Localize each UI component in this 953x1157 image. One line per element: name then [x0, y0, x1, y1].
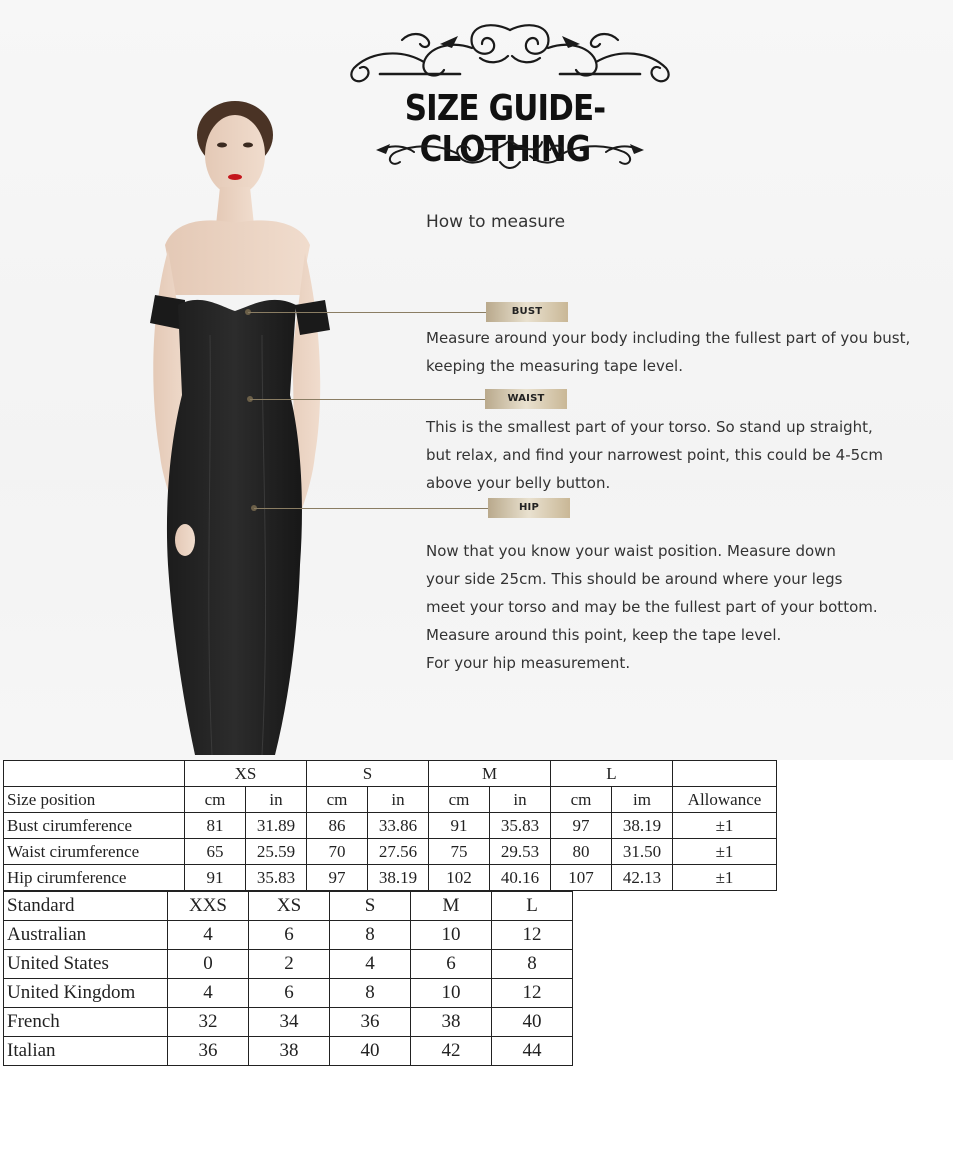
- bust-description: Measure around your body including the fullest part of you bust, keeping the measuring tape level.: [426, 329, 911, 375]
- how-to-measure-heading: How to measure: [426, 212, 566, 232]
- size-l-header: L: [551, 761, 673, 787]
- hip-leader-line: [254, 508, 488, 509]
- size-m-header: M: [429, 761, 551, 787]
- bust-tag: BUST: [486, 302, 568, 322]
- table-row: French 32 34 36 38 40: [4, 1008, 573, 1037]
- waist-tag: WAIST: [485, 389, 567, 409]
- hip-description: Now that you know your waist position. Measure down your side 25cm. This should be around where your legs meet your torso and may be the fullest part of your bottom. Measure around this point, keep the tape level. For your hip measurement.: [426, 542, 878, 672]
- table-row: Bust cirumference 81 31.89 86 33.86 91 35.83 97 38.19 ±1: [4, 813, 777, 839]
- table-row: Italian 36 38 40 42 44: [4, 1037, 573, 1066]
- waist-description: This is the smallest part of your torso. So stand up straight, but relax, and find your narrowest point, this could be 4-5cm above your belly button.: [426, 418, 884, 492]
- table-row: Waist cirumference 65 25.59 70 27.56 75 29.53 80 31.50 ±1: [4, 839, 777, 865]
- model-photo: [0, 95, 400, 760]
- page-title: SIZE GUIDE-CLOTHING: [404, 88, 606, 170]
- size-s-header: S: [307, 761, 429, 787]
- size-xs-header: XS: [185, 761, 307, 787]
- waist-leader-line: [250, 399, 486, 400]
- top-flourish-ornament: [340, 18, 680, 88]
- table-row: Hip cirumference 91 35.83 97 38.19 102 40.16 107 42.13 ±1: [4, 865, 777, 891]
- allowance-header: Allowance: [673, 787, 777, 813]
- standard-label: Standard: [4, 892, 168, 921]
- size-position-label: Size position: [4, 787, 185, 813]
- table-row: Australian 4 6 8 10 12: [4, 921, 573, 950]
- size-header-row: [4, 761, 777, 787]
- standard-header-row: Standard XXS XS S M L: [4, 892, 573, 921]
- measurement-table: [3, 760, 777, 891]
- table-row: United States 0 2 4 6 8: [4, 950, 573, 979]
- unit-header-row: Size position cm in cm in cm in cm im Allowance: [4, 787, 777, 813]
- table-row: United Kingdom 4 6 8 10 12: [4, 979, 573, 1008]
- hip-tag: HIP: [488, 498, 570, 518]
- standard-size-table: [3, 891, 573, 1066]
- bust-leader-line: [248, 312, 488, 313]
